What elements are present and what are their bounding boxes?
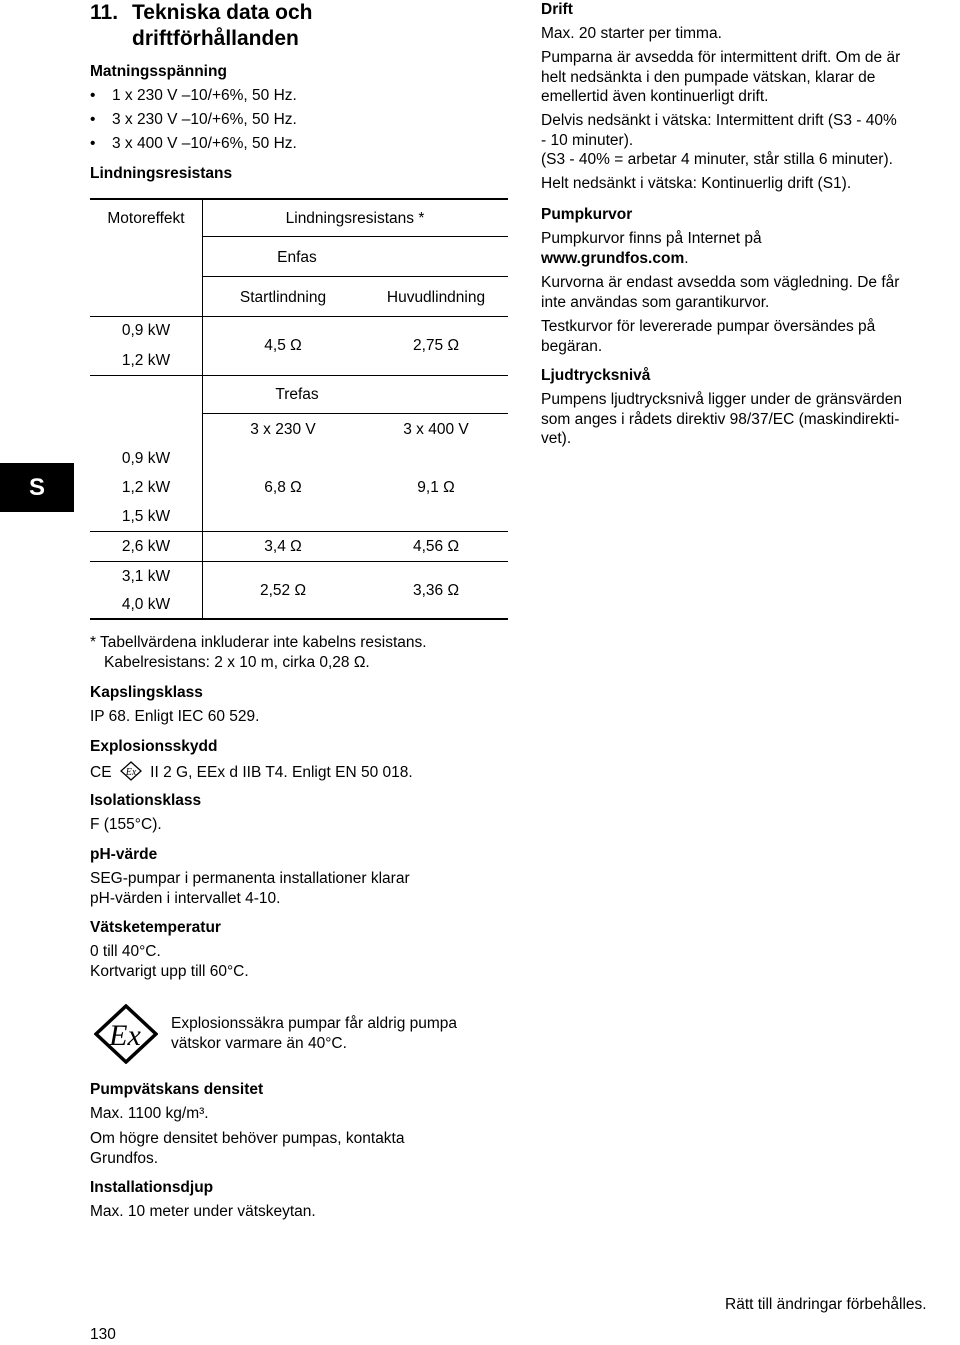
svg-text:Ex: Ex (125, 767, 137, 778)
motor-power: 1,2 kW (121, 352, 171, 369)
winding-heading: Lindningsresistans (90, 165, 233, 182)
noise-text (541, 390, 902, 449)
table-top-rule (90, 198, 508, 200)
motor-power: 0,9 kW (121, 450, 171, 467)
resistance-400: 9,1 Ω (417, 479, 455, 496)
resistance-230: 6,8 Ω (264, 479, 302, 496)
table-rule (202, 413, 508, 414)
operation-line: helt nedsänkta i den pumpade vätskan, klarar de (541, 68, 876, 86)
table-footnote (90, 633, 427, 672)
table-rule (90, 561, 508, 562)
warning-line: Explosionssäkra pumpar får aldrig pumpa (171, 1015, 458, 1032)
depth-text: Max. 10 meter under vätskeytan. (90, 1203, 316, 1220)
ex-hexagon-icon (120, 761, 142, 781)
operation-line: Pumparna är avsedda för intermittent drift. Om de är (541, 49, 901, 66)
operation-modes (541, 111, 897, 193)
ph-text (90, 869, 410, 908)
start-resistance: 4,5 Ω (264, 337, 302, 354)
section-title (90, 0, 510, 52)
start-winding-header: Startlindning (239, 289, 327, 306)
supply-heading: Matningsspänning (90, 63, 227, 80)
operation-line: - 10 minuter). (541, 131, 634, 149)
section-title-line1: Tekniska data och (132, 1, 313, 24)
ce-mark: CE (90, 764, 112, 781)
liquid-temp-heading: Vätsketemperatur (90, 919, 221, 936)
ph-line: pH-värden i intervallet 4-10. (90, 889, 281, 907)
curves-line: Pumpkurvor finns på Internet på (541, 230, 762, 247)
resistance-400: 4,56 Ω (412, 538, 460, 555)
explosion-heading: Explosionsskydd (90, 738, 218, 755)
col-resistance-header: Lindningsresistans * (285, 210, 425, 227)
main-resistance: 2,75 Ω (412, 337, 460, 354)
table-rule (90, 316, 508, 317)
warning-line: vätskor varmare än 40°C. (171, 1034, 347, 1052)
voltage-230-header: 3 x 230 V (250, 421, 316, 438)
ph-heading: pH-värde (90, 846, 158, 863)
curves-info: Pumpkurvor finns på Internet på www.grundfos.com. (541, 230, 762, 267)
single-phase-label: Enfas (277, 249, 317, 266)
supply-item: • 3 x 400 V –10/+6%, 50 Hz. (90, 134, 297, 158)
grundfos-link[interactable]: www.grundfos.com (541, 249, 685, 267)
svg-text:Ex: Ex (109, 1019, 141, 1052)
supply-item: • 3 x 230 V –10/+6%, 50 Hz. (90, 110, 297, 134)
noise-heading: Ljudtrycksnivå (541, 367, 651, 384)
operation-starts: Max. 20 starter per timma. (541, 25, 722, 42)
density-line: Grundfos. (90, 1149, 159, 1167)
supply-list (90, 86, 297, 158)
noise-line: som anges i rådets direktiv 98/37/EC (maskindirekti- (541, 410, 900, 428)
liquid-temp-text (90, 942, 249, 981)
winding-resistance-table (90, 198, 508, 622)
density-heading: Pumpvätskans densitet (90, 1081, 264, 1098)
motor-power: 4,0 kW (121, 596, 171, 613)
main-winding-header: Huvudlindning (386, 289, 486, 306)
liquid-temp-line: 0 till 40°C. (90, 943, 161, 960)
operation-heading: Drift (541, 1, 573, 18)
curves-line: Testkurvor för levererade pumpar översändes på (541, 318, 876, 335)
curves-line: Kurvorna är endast avsedda som vägledning. De får (541, 274, 900, 291)
footer-note: Rätt till ändringar förbehålles. (725, 1296, 927, 1313)
operation-line: (S3 - 40% = arbetar 4 minuter, står stilla 6 minuter). (541, 151, 893, 168)
table-bottom-rule (90, 618, 508, 620)
curves-guidance (541, 273, 899, 312)
curves-test (541, 317, 875, 356)
table-rule (90, 531, 508, 532)
depth-heading: Installationsdjup (90, 1179, 214, 1196)
density-text (90, 1129, 405, 1168)
footnote-line: * Tabellvärdena inkluderar inte kabelns resistans. (90, 634, 427, 651)
ex-warning-icon (94, 1004, 158, 1064)
supply-item: • 1 x 230 V –10/+6%, 50 Hz. (90, 86, 297, 110)
resistance-400: 3,36 Ω (412, 582, 460, 599)
motor-power: 0,9 kW (121, 322, 171, 339)
language-tab: S (0, 463, 74, 512)
density-max: Max. 1100 kg/m³. (90, 1105, 209, 1122)
motor-power: 1,2 kW (121, 479, 171, 496)
resistance-230: 2,52 Ω (259, 582, 307, 599)
explosion-text (90, 761, 413, 783)
table-rule (90, 375, 508, 376)
curves-heading: Pumpkurvor (541, 206, 633, 223)
insulation-text: F (155°C). (90, 816, 162, 833)
section-title-line2: driftförhållanden (132, 27, 299, 50)
liquid-temp-line: Kortvarigt upp till 60°C. (90, 962, 249, 980)
operation-line: Helt nedsänkt i vätska: Kontinuerlig drift (S1). (541, 174, 852, 192)
ex-warning-text (171, 1014, 457, 1053)
page-number: 130 (90, 1326, 116, 1343)
motor-power: 2,6 kW (121, 538, 171, 555)
operation-intermittent (541, 48, 900, 107)
table-rule (202, 236, 508, 237)
motor-power: 3,1 kW (121, 568, 171, 585)
enclosure-heading: Kapslingsklass (90, 684, 203, 701)
operation-line: emellertid även kontinuerligt drift. (541, 88, 769, 105)
resistance-230: 3,4 Ω (264, 538, 302, 555)
motor-power: 1,5 kW (121, 508, 171, 525)
insulation-heading: Isolationsklass (90, 792, 202, 809)
enclosure-text: IP 68. Enligt IEC 60 529. (90, 708, 260, 725)
noise-line: Pumpens ljudtrycksnivå ligger under de gränsvärden (541, 391, 903, 408)
voltage-400-header: 3 x 400 V (403, 421, 469, 438)
three-phase-label: Trefas (275, 386, 319, 403)
section-number: 11. (90, 1, 119, 24)
table-rule (202, 276, 508, 277)
ph-line: SEG-pumpar i permanenta installationer klarar (90, 870, 410, 887)
explosion-classification: II 2 G, EEx d IIB T4. Enligt EN 50 018. (150, 764, 413, 781)
footnote-line: Kabelresistans: 2 x 10 m, cirka 0,28 Ω. (104, 653, 370, 671)
col-motor-header: Motoreffekt (107, 210, 185, 227)
density-line: Om högre densitet behöver pumpas, kontakta (90, 1130, 405, 1147)
operation-line: Delvis nedsänkt i vätska: Intermittent drift (S3 - 40% (541, 112, 897, 129)
curves-line: begäran. (541, 337, 603, 355)
noise-line: vet). (541, 430, 572, 447)
curves-line: inte användas som garantikurvor. (541, 293, 770, 311)
